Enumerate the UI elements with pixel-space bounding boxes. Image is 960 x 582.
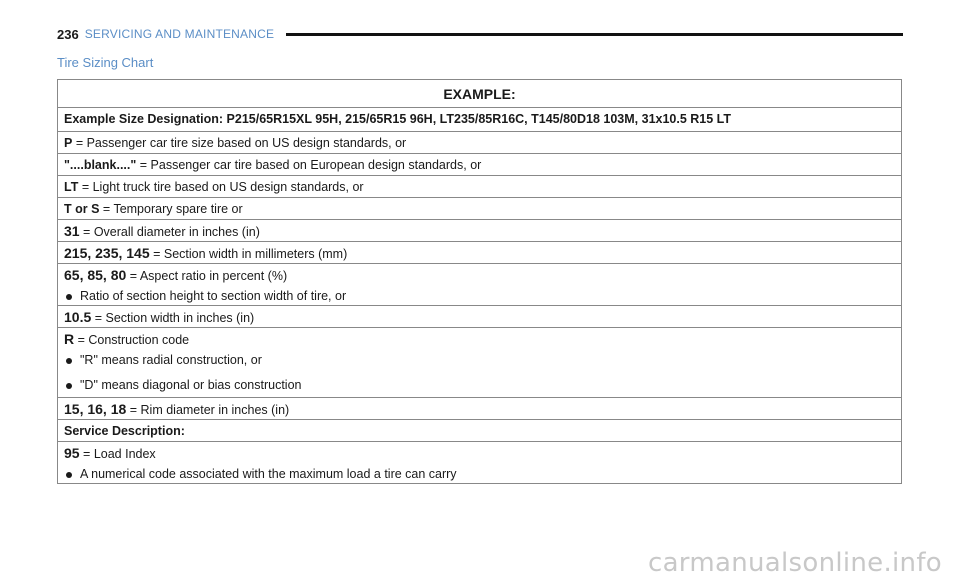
bullet-item	[64, 378, 895, 393]
table-row	[58, 419, 901, 441]
row-term: 31	[64, 223, 80, 239]
bullet-item	[64, 467, 895, 482]
bullet-icon	[66, 383, 72, 389]
table-row	[58, 397, 901, 419]
bullet-text: "R" means radial construction, or	[80, 353, 262, 367]
row-term: "....blank...."	[64, 158, 137, 172]
page-header	[57, 26, 903, 42]
bullet-icon	[66, 472, 72, 478]
row-term: 15, 16, 18	[64, 401, 127, 417]
row-term: P	[64, 136, 73, 150]
row-desc: = Rim diameter in inches (in)	[126, 403, 290, 417]
table-row	[58, 219, 901, 241]
row-term: 215, 235, 145	[64, 245, 150, 261]
row-desc: = Passenger car tire based on European design standards, or	[136, 158, 482, 172]
row-term: R	[64, 331, 75, 347]
row-term: 10.5	[64, 309, 92, 325]
page-number: 236	[57, 26, 79, 42]
row-term: LT	[64, 180, 79, 194]
row-term: T or S	[64, 202, 100, 216]
bullet-item	[64, 289, 895, 304]
table-row	[58, 197, 901, 219]
bullet-text: A numerical code associated with the maximum load a tire can carry	[80, 467, 457, 481]
row-desc: = Temporary spare tire or	[99, 202, 243, 216]
row-desc: = Passenger car tire size based on US design standards, or	[72, 136, 407, 150]
table-heading: EXAMPLE:	[443, 86, 516, 102]
table-row	[58, 305, 901, 327]
table-row	[58, 175, 901, 197]
table-row	[58, 153, 901, 175]
bullet-text: Ratio of section height to section width of tire, or	[80, 289, 347, 303]
table-row	[58, 241, 901, 263]
row-desc: = Section width in millimeters (mm)	[149, 247, 348, 261]
tire-sizing-table	[57, 79, 902, 484]
chart-title: Tire Sizing Chart	[57, 55, 154, 70]
header-rule	[286, 33, 903, 36]
bullet-icon	[66, 294, 72, 300]
row-term: 95	[64, 445, 80, 461]
row-desc: = Load Index	[79, 447, 156, 461]
table-row	[58, 131, 901, 153]
bullet-icon	[66, 358, 72, 364]
row-desc: = Overall diameter in inches (in)	[79, 225, 260, 239]
table-row	[58, 263, 901, 305]
row-term: Service Description:	[64, 424, 185, 438]
section-title: SERVICING AND MAINTENANCE	[84, 27, 275, 41]
bullet-item	[64, 353, 895, 368]
example-designation-row	[58, 107, 901, 131]
table-row	[58, 441, 901, 483]
watermark: carmanualsonline.info	[647, 548, 942, 578]
row-desc: = Section width in inches (in)	[91, 311, 255, 325]
table-row	[58, 327, 901, 397]
row-desc: = Construction code	[74, 333, 190, 347]
bullet-text: "D" means diagonal or bias construction	[80, 378, 302, 392]
row-term: 65, 85, 80	[64, 267, 127, 283]
row-desc: = Light truck tire based on US design standards, or	[78, 180, 364, 194]
row-desc: = Aspect ratio in percent (%)	[126, 269, 288, 283]
example-designation: Example Size Designation: P215/65R15XL 95H, 215/65R15 96H, LT235/85R16C, T145/80D18 103M, 31x10.5 R15 LT	[64, 112, 732, 126]
